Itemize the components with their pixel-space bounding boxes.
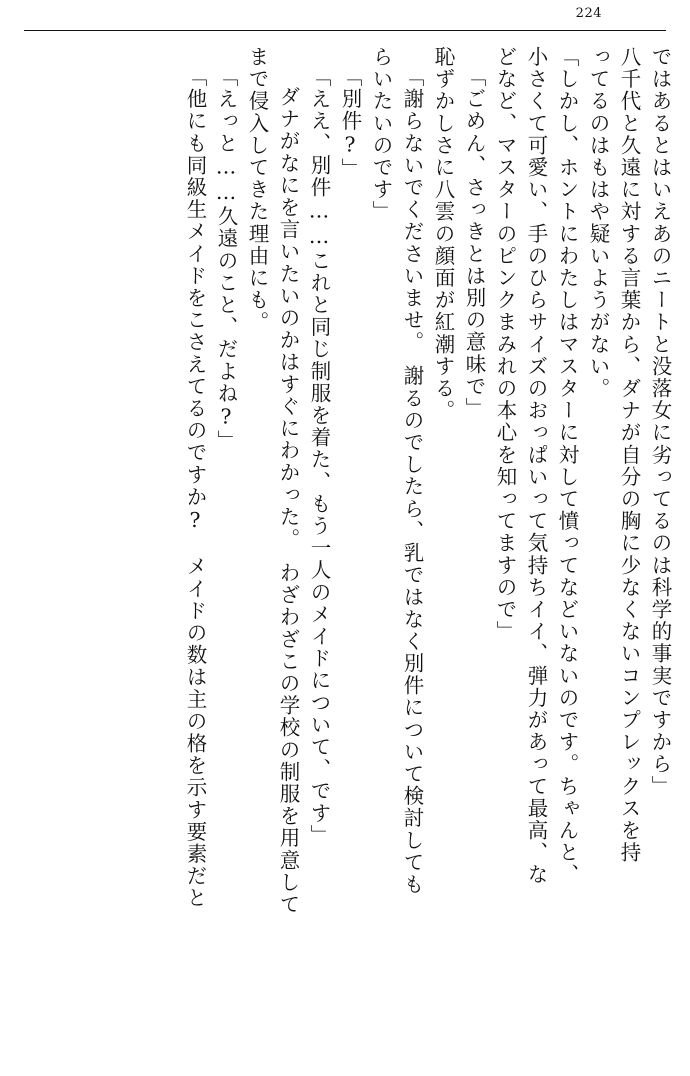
page-number: 224: [575, 6, 602, 21]
vertical-text-body: [22, 46, 670, 1036]
text-line: 八千代と久遠に対する言葉から、ダナが自分の胸に少なくないコンプレックスを持: [617, 46, 641, 864]
text-line: 「ごめん、さっきとは別の意味で」: [462, 66, 486, 420]
text-line: ダナがなにを言いたいのかはすぐにわかった。 わざわざこの学校の制服を用意して: [276, 86, 300, 916]
header-rule: [24, 30, 666, 31]
text-line: どなど、マスターのピンクまみれの本心を知ってますので」: [493, 46, 517, 643]
text-line: 「別件?」: [338, 66, 362, 180]
text-line: 「他にも同級生メイドをこさえてるのですか? メイドの数は主の格を示す要素だと: [183, 66, 207, 910]
text-line: まで侵入してきた理由にも。: [245, 46, 269, 334]
text-line: らいたいのです」: [369, 46, 393, 223]
text-line: 「しかし、ホントにわたしはマスターに対して憤ってなどいないのです。ちゃんと、: [555, 46, 579, 886]
text-line: 「謝らないでくださいませ。 謝るのでしたら、乳ではなく別件について検討しても: [400, 66, 424, 896]
text-line: 小さくて可愛い、手のひらサイズのおっぱいって気持ちイイ、弾力があって最高、な: [524, 46, 548, 886]
text-line: 「えっと……久遠のこと、だよね?」: [214, 66, 238, 453]
text-line: 恥ずかしさに八雲の顔面が紅潮する。: [431, 46, 455, 422]
text-line: ではあるとはいえあのニートと没落女に劣ってるのは科学的事実ですから」: [648, 46, 672, 798]
text-line: 「ええ、別件……これと同じ制服を着た、もう一人のメイドについて、です」: [307, 66, 331, 847]
text-line: ってるのはもはや疑いようがない。: [586, 46, 610, 400]
